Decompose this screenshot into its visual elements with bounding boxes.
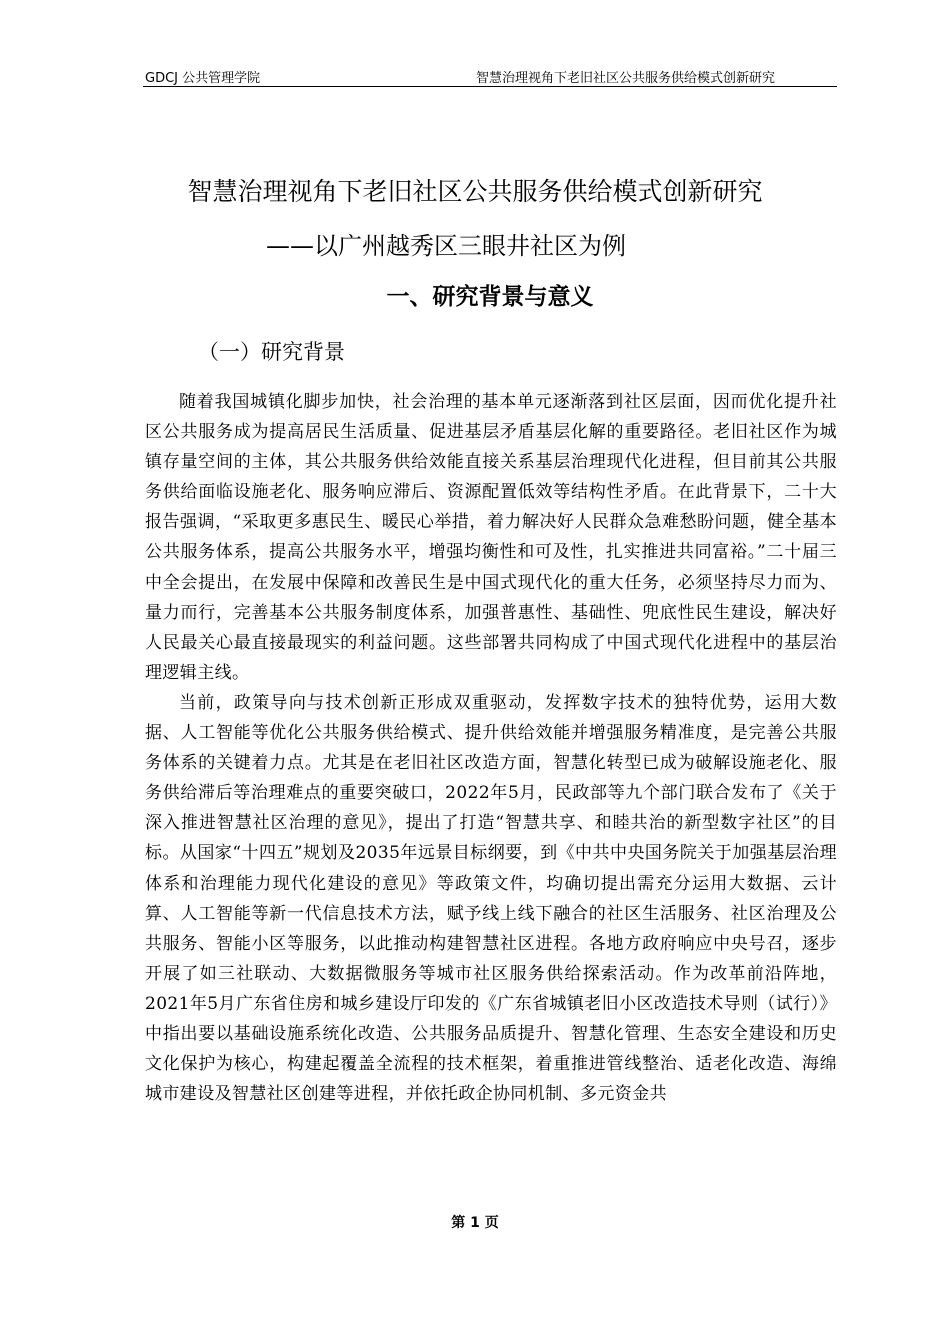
document-subtitle: ——以广州越秀区三眼井社区为例 [266, 232, 626, 260]
document-title: 智慧治理视角下老旧社区公共服务供给模式创新研究 [187, 177, 763, 206]
paragraph-2: 当前，政策导向与技术创新正形成双重驱动，发挥数字技术的独特优势，运用大数据、人工智能等优化公共服务供给模式、提升供给效能并增强服务精准度，是完善公共服务体系的关键着力点。尤其是在老旧社区改造方面，智慧化转型已成为破解设施老化、服务供给滞后等治理难点的重要突破口，2022年5月，民政部等九个部门联合发布了《关于深入推进智慧社区治理的意见》，提出了打造“智慧共享、和睦共治的新型数字社区”的目标。从国家“十四五”规划及2035年远景目标纲要，到《中共中央国务院关于加强基层治理体系和治理能力现代化建设的意见》等政策文件，均确切提出需充分运用大数据、云计算、人工智能等新一代信息技术方法，赋予线上线下融合的社区生活服务、社区治理及公共服务、智能小区等服务，以此推动构建智慧社区进程。各地方政府响应中央号召，逐步开展了如三社联动、大数据微服务等城市社区服务供给探索活动。作为改革前沿阵地，2021年5月广东省住房和城乡建设厅印发的《广东省城镇老旧小区改造技术导则（试行）》中指出要以基础设施系统化改造、公共服务品质提升、智慧化管理、生态安全建设和历史文化保护为核心，构建起覆盖全流程的技术框架，着重推进管线整治、适老化改造、海绵城市建设及智慧社区创建等进程，并依托政企协同机制、多元资金共 [145, 692, 837, 1105]
section-heading: 一、研究背景与意义 [386, 284, 594, 310]
header-divider [143, 86, 837, 87]
header-left-text: GDCJ 公共管理学院 [145, 71, 261, 86]
subsection-heading: （一）研究背景 [198, 340, 345, 364]
header-right-text: 智慧治理视角下老旧社区公共服务供给模式创新研究 [475, 71, 775, 86]
page-number: 第 1 页 [451, 1215, 499, 1231]
paragraph-1: 随着我国城镇化脚步加快，社会治理的基本单元逐渐落到社区层面，因而优化提升社区公共服务成为提高居民生活质量、促进基层矛盾基层化解的重要路径。老旧社区作为城镇存量空间的主体，其公共服务供给效能直接关系基层治理现代化进程，但目前其公共服务供给面临设施老化、服务响应滞后、资源配置低效等结构性矛盾。在此背景下，二十大报告强调，“采取更多惠民生、暖民心举措，着力解决好人民群众急难愁盼问题，健全基本公共服务体系，提高公共服务水平，增强均衡性和可及性，扎实推进共同富裕。”二十届三中全会提出，在发展中保障和改善民生是中国式现代化的重大任务，必须坚持尽力而为、量力而行，完善基本公共服务制度体系，加强普惠性、基础性、兜底性民生建设，解决好人民最关心最直接最现实的利益问题。这些部署共同构成了中国式现代化进程中的基层治理逻辑主线。 [145, 392, 837, 683]
body-text [145, 387, 837, 1109]
